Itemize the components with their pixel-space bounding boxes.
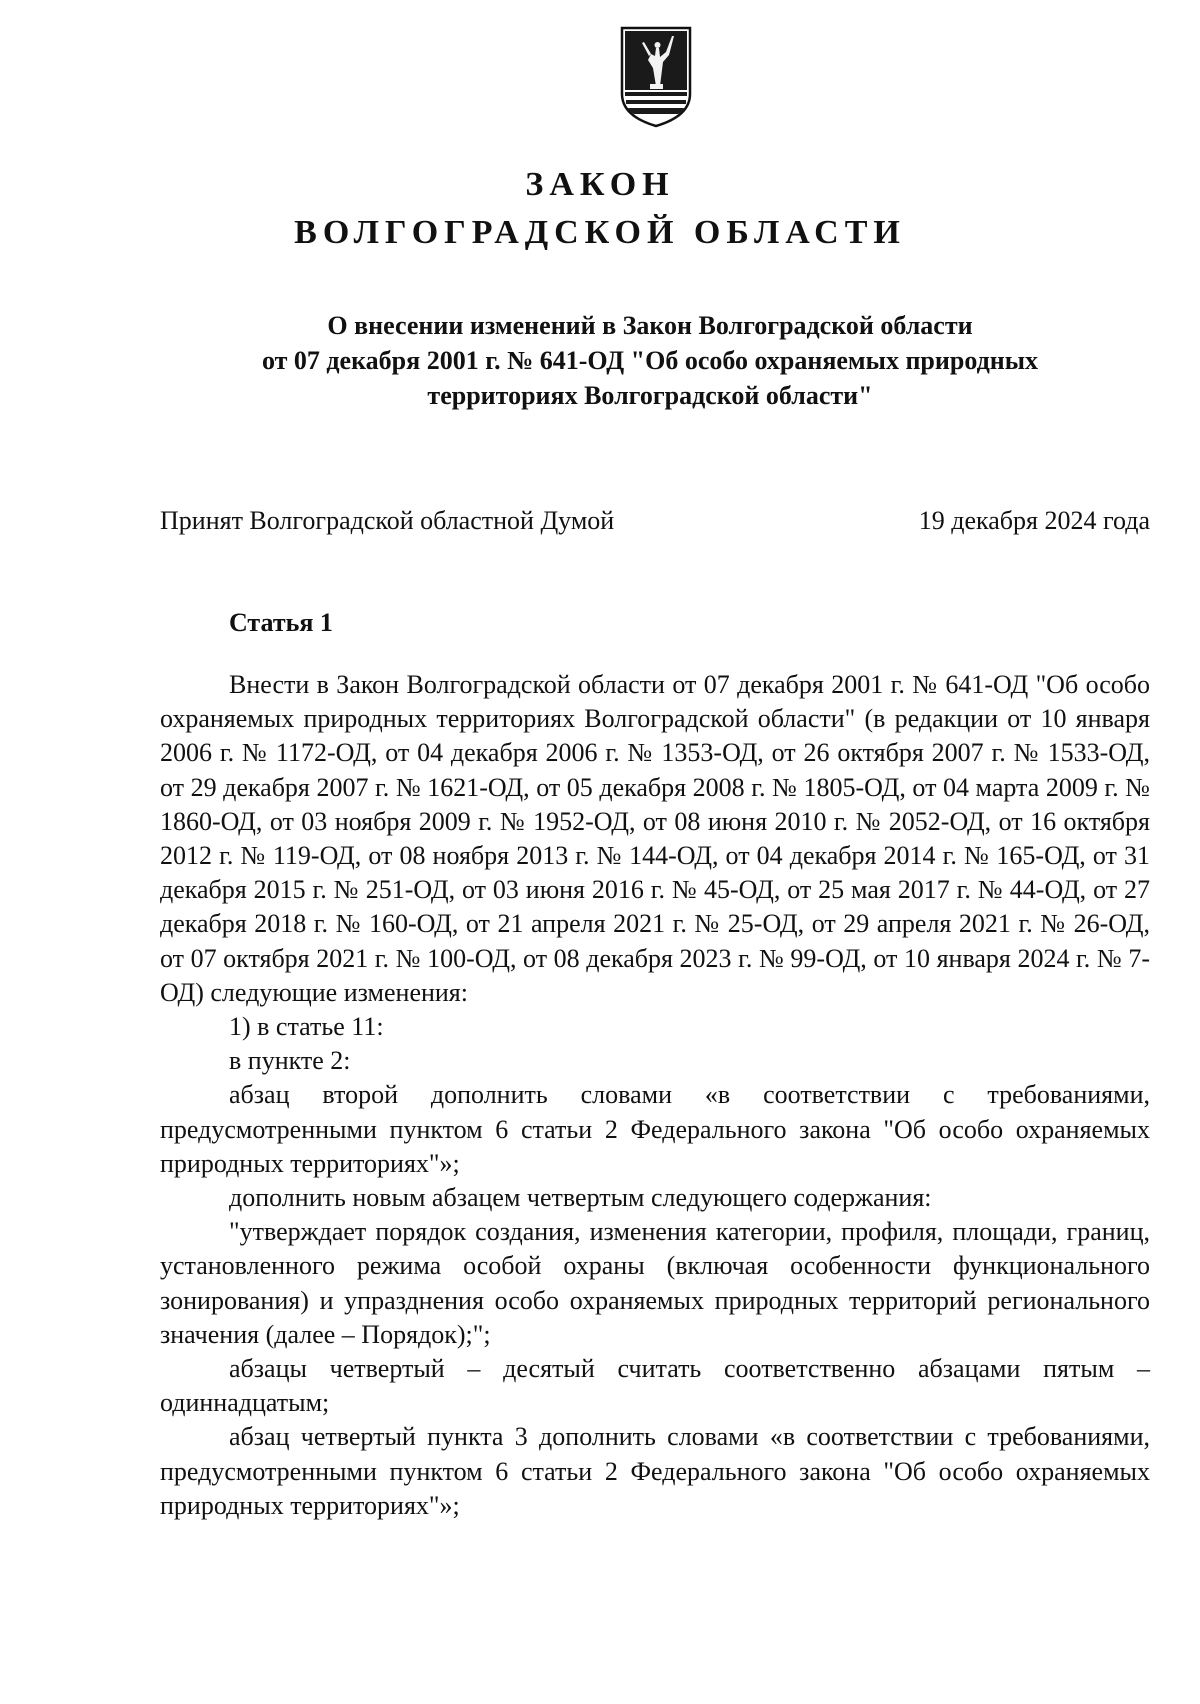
article-paragraph-amend-2: дополнить новым абзацем четвертым следующего содержания: [229, 1183, 932, 1213]
article-paragraph-item-1: 1) в статье 11: [229, 1012, 384, 1042]
adopted-by: Принят Волгоградской областной Думой [160, 506, 615, 535]
article-paragraph-renumber: абзацы четвертый – десятый считать соответственно абзацами пятым – одиннадцатым; [160, 1354, 1150, 1418]
article-paragraph-intro: Внести в Закон Волгоградской области от 07 декабря 2001 г. № 641-ОД "Об особо охраняемых природных территориях Волгоградской области" (в редакции от 10 января 2006 г. № 1172-ОД, от 04 декабря 2006 г. № 1353-ОД, от 26 октября 2007 г. № 1533-ОД, от 29 декабря 2007 г. № 1621-ОД, от 05 декабря 2008 г. № 1805-ОД, от 04 марта 2009 г. № 1860-ОД, от 03 ноября 2009 г. № 1952-ОД, от 08 июня 2010 г. № 2052-ОД, от 16 октября 2012 г. № 119-ОД, от 08 ноября 2013 г. № 144-ОД, от 04 декабря 2014 г. № 165-ОД, от 31 декабря 2015 г. № 251-ОД, от 03 июня 2016 г. № 45-ОД, от 25 мая 2017 г. № 44-ОД, от 27 декабря 2018 г. № 160-ОД, от 21 апреля 2021 г. № 25-ОД, от 29 апреля 2021 г. № 26-ОД, от 07 октября 2021 г. № 100-ОД, от 08 декабря 2023 г. № 99-ОД, от 10 января 2024 г. № 7-ОД) следующие изменения: [160, 670, 1150, 1007]
adoption-line [160, 506, 1150, 536]
article-paragraph-quote: "утверждает порядок создания, изменения категории, профиля, площади, границ, установленного режима особой охраны (включая особенности функционального зонирования) и упразднения особо охраняемых природных территорий регионального значения (далее – Порядок);"; [160, 1217, 1150, 1349]
subject-line-1: О внесении изменений в Закон Волгоградской области [327, 311, 973, 340]
coat-of-arms-icon [618, 24, 694, 128]
region-title: ВОЛГОГРАДСКОЙ ОБЛАСТИ [294, 214, 906, 251]
article-paragraph-amend-3: абзац четвертый пункта 3 дополнить словами «в соответствии с требованиями, предусмотренными пунктом 6 статьи 2 Федерального закона "Об особо охраняемых природных территориях"»; [160, 1422, 1150, 1520]
article-paragraph-point-2: в пункте 2: [229, 1046, 351, 1076]
subject-line-2: от 07 декабря 2001 г. № 641-ОД "Об особо охраняемых природных [261, 346, 1039, 375]
law-title: ЗАКОН [525, 166, 675, 203]
law-subject [160, 308, 1140, 413]
adoption-date: 19 декабря 2024 года [918, 506, 1150, 535]
article-paragraph-amend-1: абзац второй дополнить словами «в соответствии с требованиями, предусмотренными пунктом 6 статьи 2 Федерального закона "Об особо охраняемых природных территориях"»; [160, 1080, 1150, 1178]
article-title: Статья 1 [229, 608, 333, 637]
article-body [160, 668, 1150, 1523]
subject-line-3: территориях Волгоградской области" [427, 381, 873, 410]
